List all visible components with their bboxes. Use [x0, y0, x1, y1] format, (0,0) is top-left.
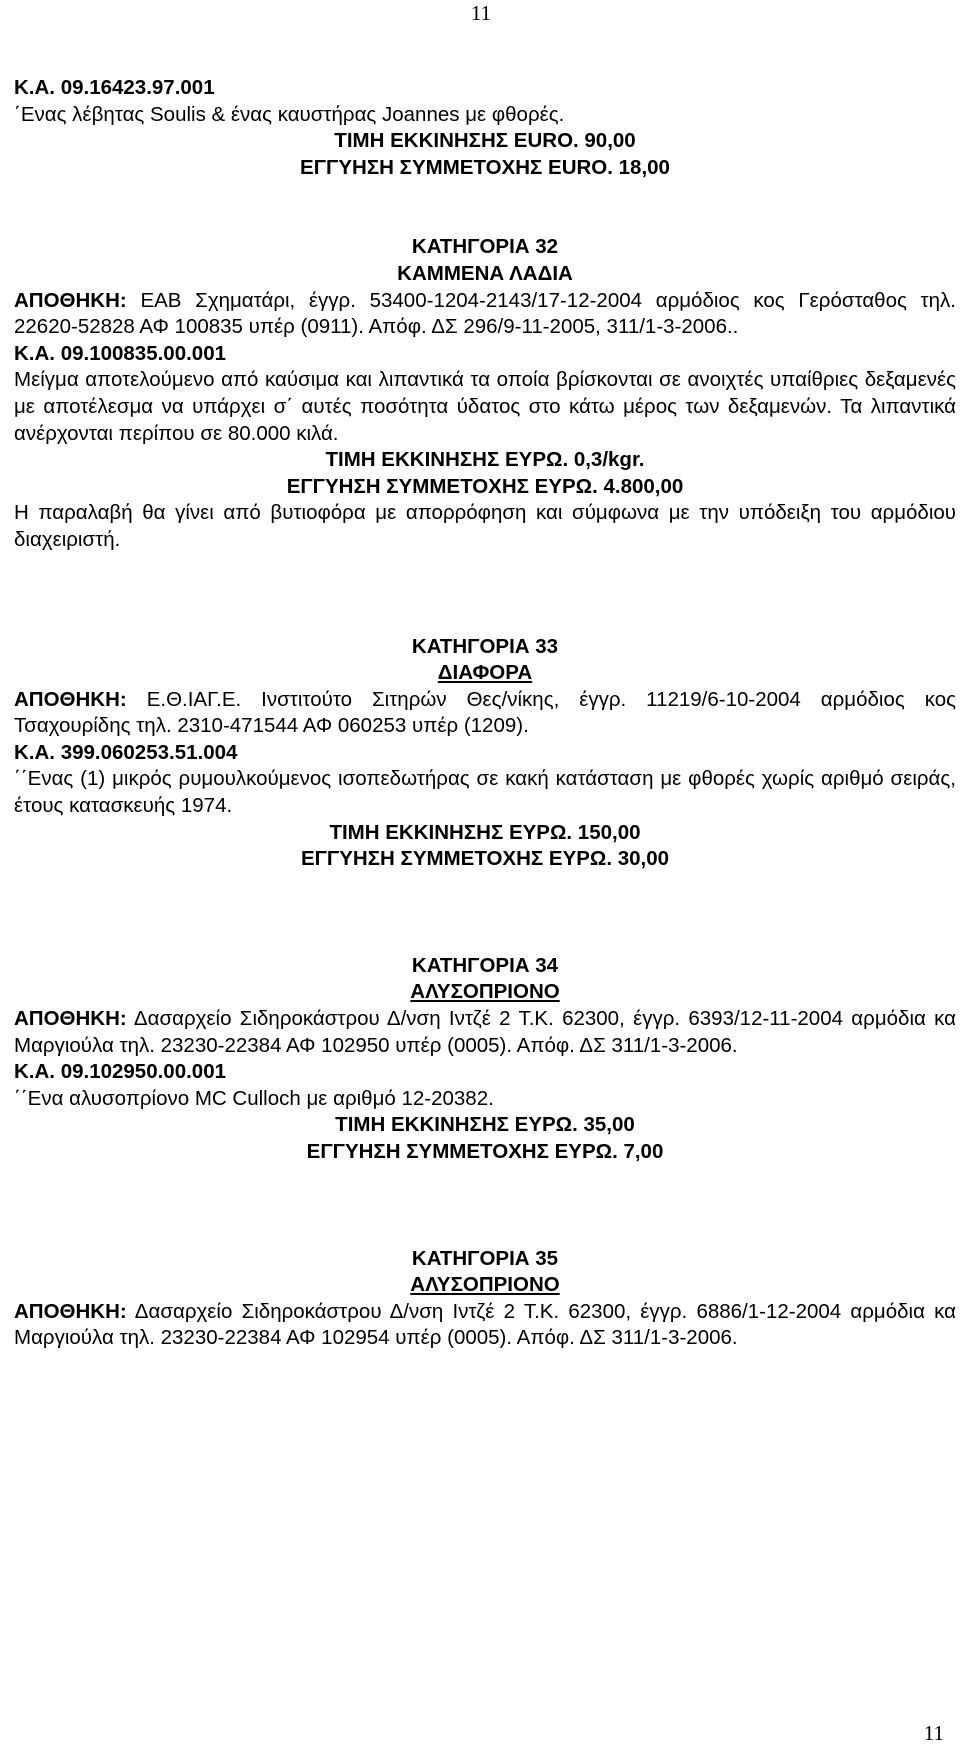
item-code: Κ.Α. 09.100835.00.001: [14, 341, 226, 365]
warehouse-paragraph: [14, 288, 956, 341]
warehouse-paragraph: [14, 687, 956, 740]
participation-deposit: ΕΓΓΥΗΣΗ ΣΥΜΜΕΤΟΧΗΣ ΕΥΡΩ. 4.800,00: [286, 474, 684, 498]
category-heading: ΚΑΤΗΓΟΡΙΑ 33: [411, 634, 559, 658]
participation-deposit: ΕΓΓΥΗΣΗ ΣΥΜΜΕΤΟΧΗΣ EURO. 18,00: [300, 155, 670, 179]
category-heading: ΚΑΤΗΓΟΡΙΑ 35: [411, 1246, 559, 1270]
warehouse-label: ΑΠΟΘΗΚΗ:: [14, 288, 127, 312]
page-number-bottom: 11: [923, 1721, 944, 1745]
starting-price: ΤΙΜΗ ΕΚΚΙΝΗΣΗΣ EURO. 90,00: [334, 129, 636, 153]
category-title: ΑΛΥΣΟΠΡΙΟΝΟ: [410, 1273, 560, 1297]
starting-price: ΤΙΜΗ ΕΚΚΙΝΗΣΗΣ ΕΥΡΩ. 35,00: [335, 1113, 635, 1137]
item-description: ΄Ενας λέβητας Soulis & ένας καυστήρας Joannes με φθορές.: [14, 102, 565, 126]
item-description: Μείγμα αποτελούμενο από καύσιμα και λιπαντικά τα οποία βρίσκονται σε ανοιχτές υπαίθριες δεξαμενές με αποτέλεσμα να υπάρχει σ΄ αυτές ποσότητα ύδατος στο κάτω μέρος των δεξαμενών. Τα λιπαντικά ανέρχονται περίπου σε 80.000 κιλά.: [14, 368, 956, 445]
warehouse-label: ΑΠΟΘΗΚΗ:: [14, 687, 127, 711]
warehouse-text: Ε.Θ.ΙΑΓ.Ε. Ινστιτούτο Σιτηρών Θες/νίκης, έγγρ. 11219/6-10-2004 αρμόδιος κος Τσαχουρίδης τηλ. 2310-471544 ΑΦ 060253 υπέρ (1209).: [14, 687, 956, 738]
warehouse-text: ΕΑΒ Σχηματάρι, έγγρ. 53400-1204-2143/17-12-2004 αρμόδιος κος Γερόσταθος τηλ. 22620-52828 ΑΦ 100835 υπέρ (0911). Απόφ. ΔΣ 296/9-11-2005, 311/1-3-2006..: [14, 288, 956, 339]
category-title: ΑΛΥΣΟΠΡΙΟΝΟ: [410, 980, 560, 1004]
item-description: ΄΄Ενα αλυσοπρίονο MC Culloch με αριθμό 12-20382.: [14, 1086, 494, 1110]
spacer: [14, 873, 956, 953]
spacer: [14, 554, 956, 634]
starting-price: ΤΙΜΗ ΕΚΚΙΝΗΣΗΣ ΕΥΡΩ. 150,00: [329, 820, 641, 844]
participation-deposit: ΕΓΓΥΗΣΗ ΣΥΜΜΕΤΟΧΗΣ ΕΥΡΩ. 7,00: [306, 1140, 664, 1163]
item-code: Κ.Α. 399.060253.51.004: [14, 740, 238, 764]
warehouse-label: ΑΠΟΘΗΚΗ:: [14, 1299, 127, 1323]
warehouse-label: ΑΠΟΘΗΚΗ:: [14, 1007, 127, 1031]
spacer: [14, 1166, 956, 1246]
spacer: [14, 181, 956, 234]
page-number-top: 11: [470, 1, 492, 25]
starting-price: ΤΙΜΗ ΕΚΚΙΝΗΣΗΣ ΕΥΡΩ. 0,3/kgr.: [325, 448, 645, 472]
participation-deposit: ΕΓΓΥΗΣΗ ΣΥΜΜΕΤΟΧΗΣ ΕΥΡΩ. 30,00: [300, 847, 670, 871]
item-code: Κ.Α. 09.102950.00.001: [14, 1060, 226, 1084]
warehouse-text: Δασαρχείο Σιδηροκάστρου Δ/νση Ιντζέ 2 Τ.Κ. 62300, έγγρ. 6393/12-11-2004 αρμόδια κα Μαργιούλα τηλ. 23230-22384 ΑΦ 102950 υπέρ (0005). Απόφ. ΔΣ 311/1-3-2006.: [14, 1007, 956, 1057]
warehouse-text: Δασαρχείο Σιδηροκάστρου Δ/νση Ιντζέ 2 Τ.Κ. 62300, έγγρ. 6886/1-12-2004 αρμόδια κα Μαργιούλα τηλ. 23230-22384 ΑΦ 102954 υπέρ (0005). Απόφ. ΔΣ 311/1-3-2006.: [14, 1299, 956, 1350]
category-heading: ΚΑΤΗΓΟΡΙΑ 32: [411, 235, 559, 259]
item-code: Κ.Α. 09.16423.97.001: [14, 76, 215, 99]
category-title: ΔΙΑΦΟΡΑ: [437, 661, 533, 685]
item-description: ΄΄Ενας (1) μικρός ρυμουλκούμενος ισοπεδωτήρας σε κακή κατάσταση με φθορές χωρίς αριθμό σειράς, έτους κατασκευής 1974.: [14, 767, 956, 818]
warehouse-paragraph: [14, 1006, 956, 1059]
document-content: [14, 75, 956, 1352]
category-title: ΚΑΜΜΕΝΑ ΛΑΔΙΑ: [397, 261, 573, 285]
category-heading: ΚΑΤΗΓΟΡΙΑ 34: [411, 953, 559, 977]
warehouse-paragraph: [14, 1299, 956, 1352]
collection-note: Η παραλαβή θα γίνει από βυτιοφόρα με απορρόφηση και σύμφωνα με την υπόδειξη του αρμόδιου διαχειριστή.: [14, 501, 956, 551]
